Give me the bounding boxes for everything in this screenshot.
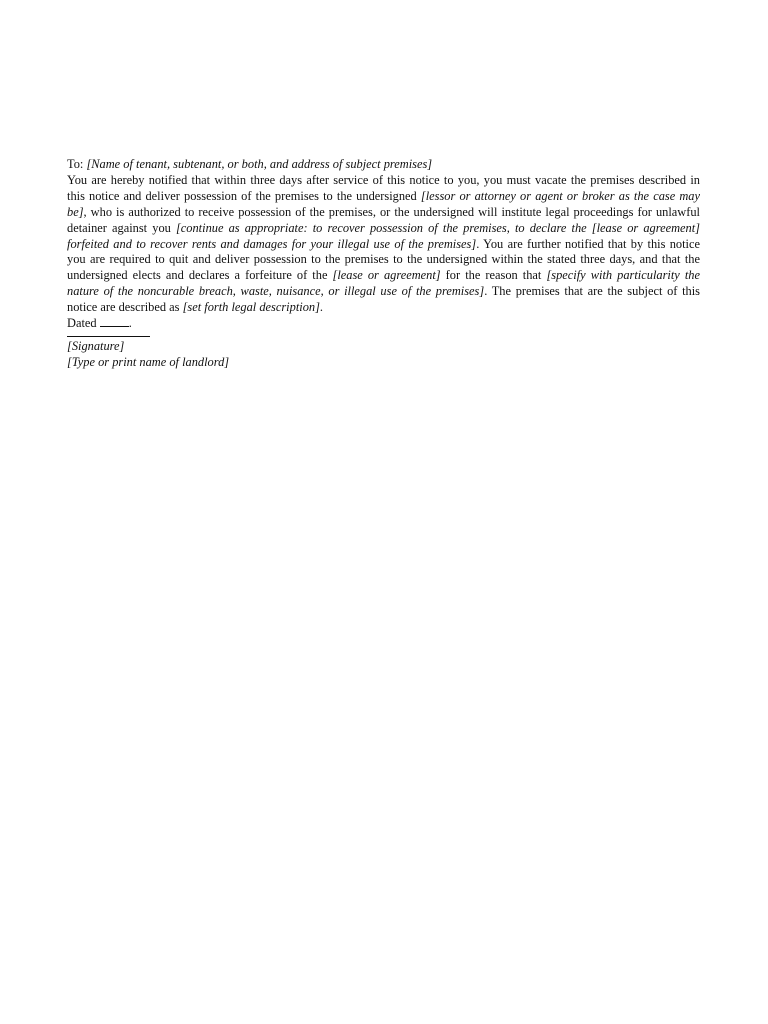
addressee-placeholder: [Name of tenant, subtenant, or both, and address of subject premises] <box>86 157 433 171</box>
notice-body <box>67 173 700 300</box>
dated-label: Dated <box>67 316 97 331</box>
body-line <box>67 189 700 205</box>
body-placeholder-text: be] <box>67 204 84 219</box>
body-text: You are hereby notified that within three days after service of this notice to you, you must vacate the premises described in <box>67 172 700 187</box>
legal-description-line <box>67 300 700 316</box>
body-line <box>67 252 700 268</box>
body-text: for the reason that <box>440 268 547 283</box>
date-blank <box>100 316 129 327</box>
body-line <box>67 268 700 284</box>
addressee-line <box>67 157 700 173</box>
body-text: , who is authorized to receive possession of the premises, or the undersigned will institute legal proceedings for unlawful <box>83 204 700 219</box>
dated-suffix: . <box>128 316 132 331</box>
body-text: . The premises that are the subject of this <box>484 284 700 299</box>
legal-description-suffix: . <box>319 300 324 315</box>
body-placeholder-text: forfeited and to recover rents and damages for your illegal use of the premises] <box>67 236 477 251</box>
signature-placeholder-line <box>67 339 700 355</box>
landlord-name-placeholder: [Type or print name of landlord] <box>67 354 230 369</box>
body-line <box>67 205 700 221</box>
body-placeholder-text: nature of the noncurable breach, waste, nuisance, or illegal use of the premises] <box>67 284 485 299</box>
body-line <box>67 237 700 253</box>
eviction-notice <box>67 157 700 371</box>
body-line <box>67 173 700 189</box>
legal-description-prefix: notice are described as <box>67 300 183 315</box>
signature-placeholder: [Signature] <box>67 338 125 353</box>
legal-description-placeholder: [set forth legal description] <box>182 300 320 315</box>
body-placeholder-text: [specify with particularity the <box>546 268 700 283</box>
body-placeholder-text: [continue as appropriate: to recover possession of the premises, to declare the [lease or agreement] <box>175 220 700 235</box>
body-text: this notice and deliver possession of the premises to the undersigned <box>67 188 421 203</box>
landlord-name-line <box>67 355 700 371</box>
body-line <box>67 284 700 300</box>
to-label: To: <box>67 157 84 171</box>
body-line <box>67 221 700 237</box>
body-text: detainer against you <box>67 220 176 235</box>
body-text: undersigned elects and declares a forfeiture of the <box>67 268 333 283</box>
body-text: . You are further notified that by this notice <box>476 236 700 251</box>
signature-line <box>67 336 150 337</box>
dated-line <box>67 316 700 332</box>
body-placeholder-text: [lease or agreement] <box>332 268 441 283</box>
body-text: you are required to quit and deliver possession to the premises to the undersigned within the stated three days, and that the <box>67 252 700 267</box>
body-placeholder-text: [lessor or attorney or agent or broker as the case may <box>420 188 700 203</box>
